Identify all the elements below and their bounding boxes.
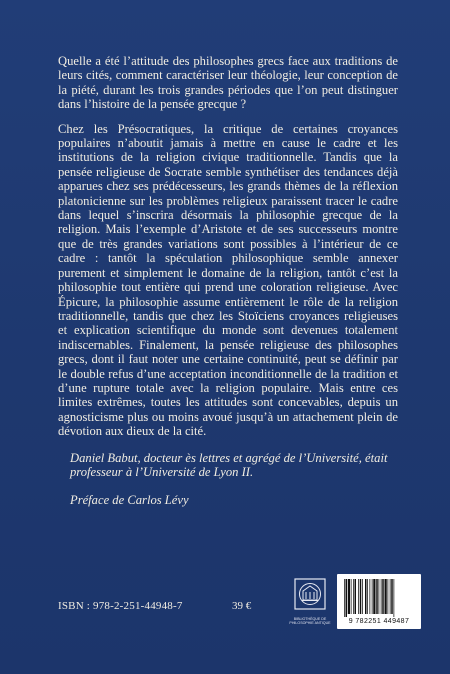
barcode-bar	[388, 579, 389, 614]
barcode-bar	[385, 579, 387, 614]
barcode-bars	[342, 579, 416, 617]
barcode-bar	[355, 579, 357, 614]
intro-paragraph: Quelle a été l’attitude des philosophes grecs face aux traditions de leurs cités, comment caractériser leur théologie, leur conception de la piété, durant les trois grandes périodes que l’on peut distinguer dans l’histoire de la pensée grecque ?	[58, 54, 398, 112]
isbn-text: ISBN : 978-2-251-44948-7	[58, 600, 183, 612]
barcode-bar	[344, 579, 345, 617]
barcode-bar	[381, 579, 382, 614]
barcode-bar	[379, 579, 380, 614]
barcode-bar	[353, 579, 354, 614]
barcode-bar	[376, 579, 378, 614]
price-text: 39 €	[232, 600, 252, 612]
barcode-bar	[358, 579, 359, 614]
barcode-bar	[360, 579, 362, 614]
barcode-bar	[351, 579, 352, 614]
barcode-bar	[391, 579, 393, 614]
barcode	[337, 574, 421, 629]
back-cover-text	[58, 54, 398, 508]
author-note: Daniel Babut, docteur ès lettres et agrégé de l’Université, était professeur à l’Université de Lyon II.	[70, 450, 388, 479]
barcode-bar	[346, 579, 348, 617]
summary-paragraph: Chez les Présocratiques, la critique de certaines croyances populaires n’aboutit jamais à mettre en cause le cadre et les institutions de la religion civique traditionnelle. Tandis que la pensée religieuse de Socrate semble synthétiser des tendances déjà apparues chez ses prédécesseurs, les grands thèmes de la réflexion platonicienne sur les problèmes religieux paraissent tracer le cadre dans lequel s’inscrira désormais la philosophie grecque de la religion. Mais l’exemple d’Aristote et de ses successeurs montre que de très grandes variations sont possibles à l’intérieur de ce cadre : tantôt la spéculation philosophique semble annexer purement et simplement le domaine de la religion, tantôt c’est la philosophie tout entière qui prend une coloration religieuse. Avec Épicure, la philosophie assume entièrement le rôle de la religion traditionnelle, tandis que chez les Stoïciens croyances religieuses et explication scientifique du monde sont devenues totalement indiscernables. Finalement, la pensée religieuse des philosophes grecs, dont il faut noter une certaine continuité, peut se définir par le double refus d’une acceptation inconditionnelle de la tradition et d’une rupture totale avec la religion populaire. Mais entre ces limites extrêmes, toutes les attitudes sont concevables, depuis un agnosticisme plus ou moins avoué jusqu’à un attachement plein de dévotion aux dieux de la cité.	[58, 121, 398, 439]
barcode-bar	[362, 579, 363, 614]
barcode-bar	[348, 579, 350, 614]
barcode-bar	[373, 579, 375, 614]
barcode-bar	[372, 579, 373, 614]
barcode-bar	[382, 579, 384, 614]
barcode-bar	[390, 579, 391, 614]
barcode-bar	[365, 579, 367, 614]
barcode-bar	[370, 579, 371, 614]
publisher-logo-icon	[294, 578, 326, 618]
barcode-bar	[394, 579, 395, 617]
barcode-digits: 9 782251 449487	[348, 618, 410, 625]
preface-credit: Préface de Carlos Lévy	[70, 493, 189, 508]
barcode-bar	[367, 579, 368, 614]
publisher-logo-caption: BIBLIOTHÈQUE DE PHILOSOPHIE ANTIQUE	[289, 617, 331, 626]
